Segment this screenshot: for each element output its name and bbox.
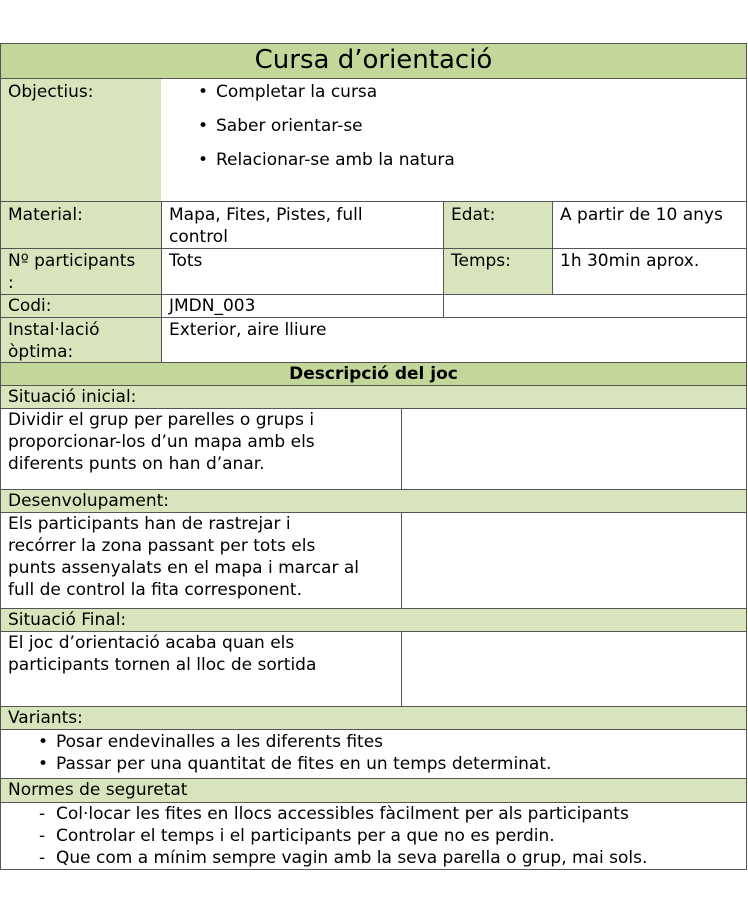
installacio-label <box>0 317 161 362</box>
situacio-inicial-header-row <box>0 385 747 408</box>
situacio-inicial-row <box>0 408 747 489</box>
list-item: • Completar la cursa <box>168 81 739 103</box>
objectives-row <box>0 78 747 201</box>
objectives-label: Objectius: <box>0 78 161 201</box>
material-value <box>161 201 443 248</box>
material-value-line: Mapa, Fites, Pistes, full <box>169 205 363 225</box>
normes-label: Normes de seguretat <box>0 778 747 802</box>
text-line: participants tornen al lloc de sortida <box>8 655 317 675</box>
desenvolupament-row <box>0 512 747 608</box>
normes-list-cell <box>0 802 747 870</box>
list-item: • Saber orientar-se <box>168 115 739 137</box>
temps-label: Temps: <box>443 248 552 294</box>
situacio-final-row <box>0 631 747 706</box>
installacio-label-line: òptima: <box>8 342 74 362</box>
situacio-final-empty <box>401 631 747 706</box>
text-line: recórrer la zona passant per tots els <box>8 536 316 556</box>
codi-row <box>0 294 747 317</box>
description-header-row <box>0 362 747 385</box>
text-line: Els participants han de rastrejar i <box>8 514 291 534</box>
situacio-inicial-label: Situació inicial: <box>0 385 747 408</box>
title-row <box>0 43 747 78</box>
situacio-final-text <box>0 631 401 706</box>
normes-row <box>0 802 747 870</box>
material-value-line: control <box>169 227 228 247</box>
temps-value: 1h 30min aprox. <box>552 248 747 294</box>
list-item: - Que com a mínim sempre vagin amb la seva parella o grup, mai sols. <box>8 847 739 869</box>
material-row <box>0 201 747 248</box>
text-line: El joc d’orientació acaba quan els <box>8 633 295 653</box>
list-item: • Posar endevinalles a les diferents fites <box>8 731 739 753</box>
description-header: Descripció del joc <box>0 362 747 385</box>
installacio-row <box>0 317 747 362</box>
situacio-final-header-row <box>0 608 747 631</box>
codi-empty <box>443 294 747 317</box>
installacio-label-line: Instal·lació <box>8 320 100 340</box>
participants-label-line: Nº participants <box>8 251 136 271</box>
desenvolupament-header-row <box>0 489 747 512</box>
variants-label: Variants: <box>0 706 747 729</box>
normes-list <box>8 803 739 869</box>
list-item: • Passar per una quantitat de fites en un temps determinat. <box>8 753 739 775</box>
text-line: punts assenyalats en el mapa i marcar al <box>8 558 360 578</box>
variants-list-cell <box>0 729 747 778</box>
desenvolupament-label: Desenvolupament: <box>0 489 747 512</box>
table-bottom-border <box>0 869 747 870</box>
situacio-inicial-empty <box>401 408 747 489</box>
page-title: Cursa d’orientació <box>0 43 747 78</box>
objectives-list <box>168 81 739 171</box>
text-line: proporcionar-los d’un mapa amb els <box>8 432 315 452</box>
list-item: • Relacionar-se amb la natura <box>168 149 739 171</box>
text-line: full de control la fita corresponent. <box>8 580 302 600</box>
objectives-value <box>161 78 747 201</box>
participants-label <box>0 248 161 294</box>
text-line: Dividir el grup per parelles o grups i <box>8 410 315 430</box>
codi-value: JMDN_003 <box>161 294 443 317</box>
participants-value: Tots <box>161 248 443 294</box>
normes-header-row <box>0 778 747 802</box>
codi-label: Codi: <box>0 294 161 317</box>
text-line: diferents punts on han d’anar. <box>8 454 265 474</box>
installacio-value: Exterior, aire lliure <box>161 317 747 362</box>
variants-header-row <box>0 706 747 729</box>
situacio-inicial-text <box>0 408 401 489</box>
desenvolupament-text <box>0 512 401 608</box>
edat-value: A partir de 10 anys <box>552 201 747 248</box>
desenvolupament-empty <box>401 512 747 608</box>
participants-label-line: : <box>8 273 14 293</box>
variants-row <box>0 729 747 778</box>
variants-list <box>8 731 739 775</box>
material-label: Material: <box>0 201 161 248</box>
list-item: - Controlar el temps i el participants per a que no es perdin. <box>8 825 739 847</box>
edat-label: Edat: <box>443 201 552 248</box>
participants-row <box>0 248 747 294</box>
list-item: - Col·locar les fites en llocs accessibles fàcilment per als participants <box>8 803 739 825</box>
situacio-final-label: Situació Final: <box>0 608 747 631</box>
